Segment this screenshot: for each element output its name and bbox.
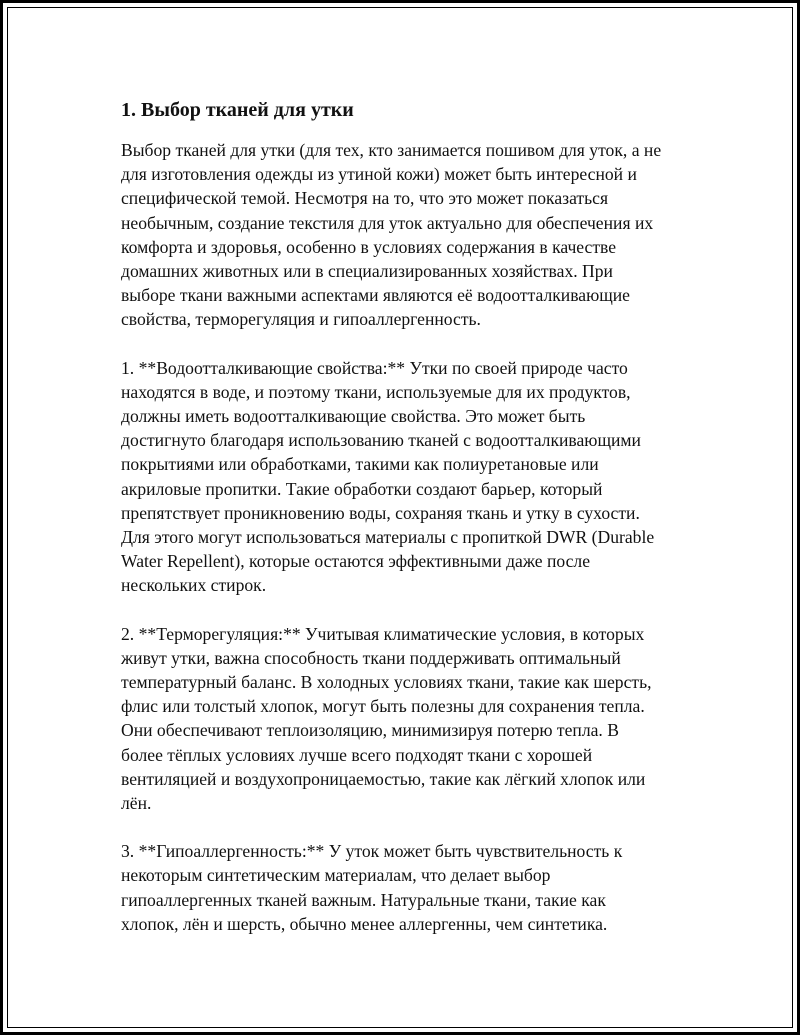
intro-paragraph: Выбор тканей для утки (для тех, кто занимается пошивом для уток, а не для изготовления одежды из утиной кожи) может быть интересной и специфической темой. Несмотря на то, что это может показаться необычным, создание текстиля для уток актуально для обеспечения их комфорта и здоровья, особенно в условиях содержания в качестве домашних животных или в специализированных хозяйствах. При выборе ткани важными аспектами являются её водоотталкивающие свойства, терморегуляция и гипоаллергенность. (121, 140, 662, 330)
thermoregulation-paragraph: 2. **Терморегуляция:** Учитывая климатические условия, в которых живут утки, важна способность ткани поддерживать оптимальный температурный баланс. В холодных условиях ткани, такие как шерсть, флис или толстый хлопок, могут быть полезны для сохранения тепла. Они обеспечивают теплоизоляцию, минимизируя потерю тепла. В более тёплых условиях лучше всего подходят ткани с хорошей вентиляцией и воздухопроницаемостью, такие как лёгкий хлопок или лён. (121, 623, 652, 814)
water-repellent-paragraph: 1. **Водоотталкивающие свойства:** Утки по своей природе часто находятся в воде, и поэтому ткани, используемые для их продуктов, должны иметь водоотталкивающие свойства. Это может быть достигнуто благодаря использованию тканей с водоотталкивающими покрытиями или обработками, такими как полиуретановые или акриловые пропитки. Такие обработки создают барьер, который препятствует проникновению воды, сохраняя ткань и утку в сухости. Для этого могут использоваться материалы с пропиткой DWR (Durable Water Repellent), которые остаются эффективными даже после нескольких стирок. (121, 357, 655, 596)
document-heading: 1. Выбор тканей для утки (121, 99, 354, 121)
hypoallergenic-paragraph: 3. **Гипоаллергенность:** У уток может быть чувствительность к некоторым синтетическим материалам, что делает выбор гипоаллергенных тканей важным. Натуральные ткани, такие как хлопок, лён и шерсть, обычно менее аллергенны, чем синтетика. (121, 841, 623, 934)
document-body (121, 96, 686, 936)
